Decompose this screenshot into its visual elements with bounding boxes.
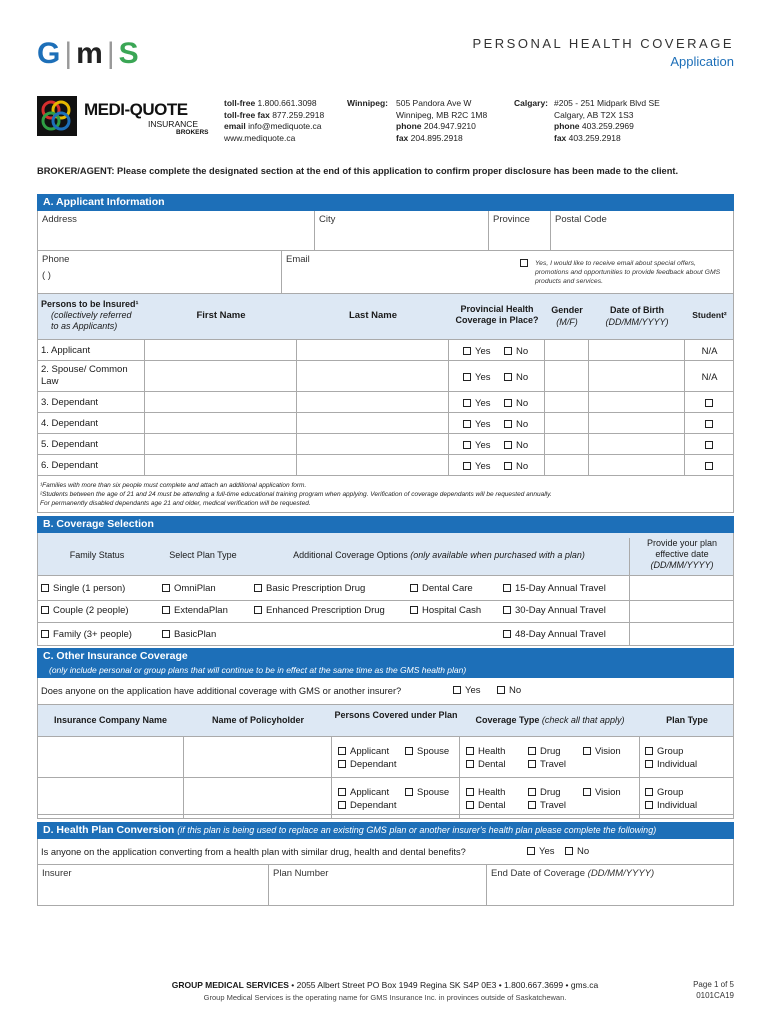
col-last-name: Last Name — [348, 310, 398, 321]
dob-input[interactable] — [589, 455, 685, 476]
plan-number-field[interactable]: Plan Number — [269, 864, 487, 906]
email-optin-text: Yes, I would like to receive email about special offers, promotions and opportunities to provide feedback about GMS products and services. — [535, 260, 721, 285]
first-name-input[interactable] — [145, 392, 297, 413]
travel-option[interactable]: 15-Day Annual Travel — [503, 583, 606, 594]
plan-type-cell — [640, 778, 734, 819]
col-persons: Persons to be Insured¹ (collectively referred to as Applicants) — [41, 299, 139, 331]
type-dental[interactable]: Dental — [466, 800, 505, 811]
last-name-input[interactable] — [297, 413, 449, 434]
plan-type-option[interactable]: BasicPlan — [162, 629, 216, 640]
coverage-type-cell — [460, 778, 640, 819]
col-plan-type-c: Plan Type — [666, 715, 708, 725]
coverage-type-cell — [460, 737, 640, 778]
gender-input[interactable] — [545, 413, 589, 434]
drug-option[interactable]: Enhanced Prescription Drug — [254, 605, 385, 616]
section-c-subheader: (only include personal or group plans that will continue to be in effect at the same time as the GMS health plan) — [37, 664, 734, 678]
dob-input[interactable] — [589, 413, 685, 434]
section-b-header: B. Coverage Selection — [37, 516, 734, 533]
footer-address: GROUP MEDICAL SERVICES • 2055 Albert Street PO Box 1949 Regina SK S4P 0E3 • 1.800.667.3699 • gms.ca — [171, 980, 599, 990]
mediquote-insurance: INSURANCE — [148, 119, 199, 129]
type-drug[interactable]: Drug — [528, 787, 561, 798]
gms-logo: G | m | S — [37, 37, 139, 70]
persons-covered-cell — [332, 778, 460, 819]
conversion-yes[interactable]: Yes — [527, 846, 555, 857]
gender-input[interactable] — [545, 340, 589, 361]
covered-dependant[interactable]: Dependant — [338, 759, 396, 770]
plan-type-option[interactable]: OmniPlan — [162, 583, 216, 594]
insurance-company-input[interactable] — [37, 778, 184, 819]
student-checkbox[interactable] — [705, 461, 717, 471]
family-status-option[interactable]: Single (1 person) — [41, 583, 125, 594]
plan-individual[interactable]: Individual — [645, 759, 697, 770]
row-label: 6. Dependant — [41, 460, 99, 471]
row-label: 4. Dependant — [41, 418, 99, 429]
family-status-option[interactable]: Family (3+ people) — [41, 629, 132, 640]
plan-type-option[interactable]: ExtendaPlan — [162, 605, 228, 616]
col-coverage-type: Coverage Type (check all that apply) — [475, 715, 625, 725]
col-plan-type: Select Plan Type — [169, 550, 237, 560]
student-na: N/A — [701, 371, 718, 383]
plan-group[interactable]: Group — [645, 746, 683, 757]
plan-type-cell — [640, 737, 734, 778]
email-field[interactable]: Email — [282, 251, 734, 294]
last-name-input[interactable] — [297, 434, 449, 455]
address-field[interactable]: Address — [37, 211, 315, 251]
gender-input[interactable] — [545, 455, 589, 476]
col-insurance-company: Insurance Company Name — [53, 715, 168, 725]
contact-general: toll-free 1.800.661.3098 toll-free fax 877.259.2918 email info@mediquote.ca www.mediquote.ca — [224, 98, 325, 143]
drug-option[interactable]: Basic Prescription Drug — [254, 583, 365, 594]
student-na: N/A — [701, 345, 718, 357]
student-checkbox[interactable] — [705, 419, 717, 429]
provincial-yes-checkbox[interactable]: Yes — [463, 398, 491, 409]
contact-winnipeg-label: Winnipeg: — [347, 98, 388, 108]
first-name-input[interactable] — [145, 413, 297, 434]
covered-applicant[interactable]: Applicant — [338, 787, 389, 798]
policyholder-input[interactable] — [184, 778, 332, 819]
provincial-no-checkbox[interactable]: No — [504, 461, 528, 472]
travel-option[interactable]: 30-Day Annual Travel — [503, 605, 606, 616]
additional-option[interactable]: Dental Care — [410, 583, 473, 594]
last-name-input[interactable] — [297, 340, 449, 361]
footnote-1: ¹Families with more than six people must complete and attach an additional application form. — [40, 482, 307, 489]
section-a-header: A. Applicant Information — [37, 194, 734, 211]
city-field[interactable]: City — [315, 211, 489, 251]
last-name-input[interactable] — [297, 392, 449, 413]
provincial-yes-checkbox[interactable]: Yes — [463, 440, 491, 451]
gender-input[interactable] — [545, 434, 589, 455]
col-provincial-health: Provincial Health Coverage in Place? — [455, 304, 539, 325]
policyholder-input[interactable] — [184, 737, 332, 778]
insurance-company-input[interactable] — [37, 737, 184, 778]
broker-note: BROKER/AGENT: Please complete the designated section at the end of this application to confirm proper disclosure has been made to the client. — [37, 166, 679, 176]
row-label: 3. Dependant — [41, 397, 99, 408]
mediquote-logo-icon — [37, 96, 81, 136]
type-dental[interactable]: Dental — [466, 759, 505, 770]
contact-calgary-label: Calgary: — [514, 98, 549, 108]
dob-input[interactable] — [589, 434, 685, 455]
provincial-yes-checkbox[interactable]: Yes — [463, 461, 491, 472]
conversion-question: Is anyone on the application converting from a health plan with similar drug, health and dental benefits? — [41, 847, 466, 857]
type-drug[interactable]: Drug — [528, 746, 561, 757]
email-optin-checkbox[interactable] — [520, 258, 532, 268]
covered-spouse[interactable]: Spouse — [405, 746, 449, 757]
provincial-no-checkbox[interactable]: No — [504, 419, 528, 430]
gender-input[interactable] — [545, 361, 589, 392]
student-checkbox[interactable] — [705, 398, 717, 408]
row-label: 1. Applicant — [41, 345, 91, 356]
provincial-no-checkbox[interactable]: No — [504, 346, 528, 357]
type-vision[interactable]: Vision — [583, 787, 621, 798]
col-gender: Gender (M/F) — [551, 305, 583, 327]
dob-input[interactable] — [589, 340, 685, 361]
type-health[interactable]: Health — [466, 746, 505, 757]
other-coverage-question: Does anyone on the application have additional coverage with GMS or another insurer? — [41, 686, 402, 696]
plan-group[interactable]: Group — [645, 787, 683, 798]
contact-winnipeg: 505 Pandora Ave W Winnipeg, MB R2C 1M8 phone 204.947.9210 fax 204.895.2918 — [396, 98, 488, 143]
last-name-input[interactable] — [297, 455, 449, 476]
other-coverage-no[interactable]: No — [497, 685, 521, 696]
section-c-header: C. Other Insurance Coverage — [37, 648, 734, 665]
type-health[interactable]: Health — [466, 787, 505, 798]
conversion-no[interactable]: No — [565, 846, 589, 857]
insurer-field[interactable]: Insurer — [37, 864, 269, 906]
first-name-input[interactable] — [145, 455, 297, 476]
family-status-option[interactable]: Couple (2 people) — [41, 605, 129, 616]
phone-field[interactable]: Phone ( ) — [37, 251, 282, 294]
postal-code-field[interactable]: Postal Code — [551, 211, 734, 251]
covered-applicant[interactable]: Applicant — [338, 746, 389, 757]
type-travel[interactable]: Travel — [528, 759, 566, 770]
provincial-no-checkbox[interactable]: No — [504, 440, 528, 451]
footnote-2: ²Students between the age of 21 and 24 must be attending a full-time educational training program when applying. Verification of coverage dependants will be requested annually. — [40, 491, 552, 498]
provincial-yes-checkbox[interactable]: Yes — [463, 419, 491, 430]
covered-spouse[interactable]: Spouse — [405, 787, 449, 798]
last-name-input[interactable] — [297, 361, 449, 392]
additional-option[interactable]: Hospital Cash — [410, 605, 481, 616]
travel-option[interactable]: 48-Day Annual Travel — [503, 629, 606, 640]
page-title: PERSONAL HEALTH COVERAGE Application — [472, 36, 734, 69]
first-name-input[interactable] — [145, 361, 297, 392]
first-name-input[interactable] — [145, 434, 297, 455]
col-dob: Date of Birth (DD/MM/YYYY) — [605, 305, 669, 327]
col-family-status: Family Status — [69, 550, 125, 560]
dob-input[interactable] — [589, 392, 685, 413]
provincial-no-checkbox[interactable]: No — [504, 372, 528, 383]
mediquote-name: MEDI-QUOTE — [84, 100, 188, 119]
provincial-yes-checkbox[interactable]: Yes — [463, 346, 491, 357]
province-field[interactable]: Province — [489, 211, 551, 251]
row-label: 5. Dependant — [41, 439, 99, 450]
col-effective-date: Provide your plan effective date (DD/MM/YYYY) — [629, 538, 734, 576]
provincial-yes-checkbox[interactable]: Yes — [463, 372, 491, 383]
col-first-name: First Name — [196, 310, 246, 321]
contact-calgary: #205 - 251 Midpark Blvd SE Calgary, AB T2X 1S3 phone 403.259.2969 fax 403.259.2918 — [554, 98, 660, 143]
dob-input[interactable] — [589, 361, 685, 392]
mediquote-brokers: BROKERS — [176, 129, 209, 136]
section-d-header: D. Health Plan Conversion (if this plan is being used to replace an existing GMS plan or another insurer's health plan please complete the following) — [37, 822, 734, 839]
student-checkbox[interactable] — [705, 440, 717, 450]
type-travel[interactable]: Travel — [528, 800, 566, 811]
col-persons-covered: Persons Covered under Plan — [334, 710, 458, 720]
gender-input[interactable] — [545, 392, 589, 413]
col-student: Student² — [692, 310, 727, 320]
end-date-field[interactable]: End Date of Coverage (DD/MM/YYYY) — [487, 864, 734, 906]
plan-individual[interactable]: Individual — [645, 800, 697, 811]
footer-note: Group Medical Services is the operating name for GMS Insurance Inc. in provinces outside of Saskatchewan. — [203, 993, 567, 1002]
col-additional-options: Additional Coverage Options (only available when purchased with a plan) — [293, 550, 585, 560]
footnote-3: For permanently disabled dependants age 21 and older, medical verification will be requested. — [40, 500, 311, 507]
type-vision[interactable]: Vision — [583, 746, 621, 757]
first-name-input[interactable] — [145, 340, 297, 361]
other-coverage-yes[interactable]: Yes — [453, 685, 481, 696]
covered-dependant[interactable]: Dependant — [338, 800, 396, 811]
page-number: Page 1 of 5 0101CA19 — [693, 980, 734, 1000]
col-policyholder: Name of Policyholder — [211, 715, 305, 725]
row-label: 2. Spouse/ Common Law — [41, 364, 128, 387]
provincial-no-checkbox[interactable]: No — [504, 398, 528, 409]
persons-covered-cell — [332, 737, 460, 778]
